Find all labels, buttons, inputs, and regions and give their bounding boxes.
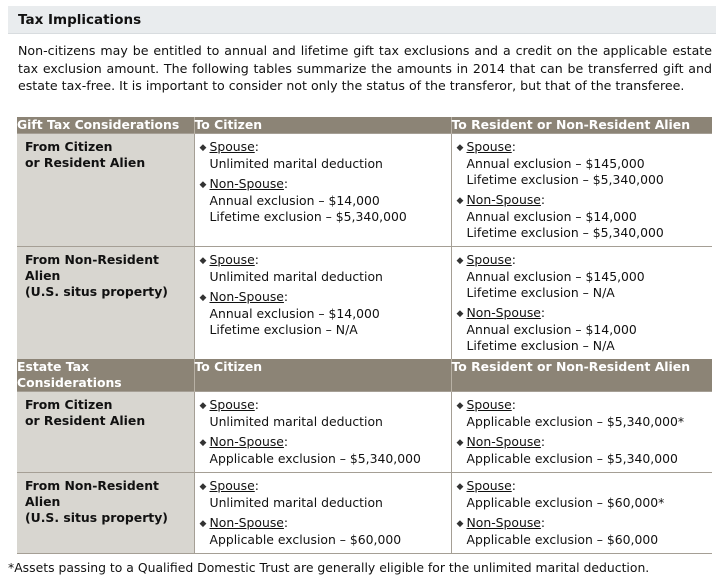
- exclusion-line: Applicable exclusion – $60,000: [209, 532, 402, 547]
- row-label-line: or Resident Alien: [25, 413, 146, 428]
- estate-row-label: [17, 392, 194, 473]
- estate-row: [17, 392, 712, 473]
- recipient-type: Spouse: [466, 478, 512, 493]
- recipient-block: [457, 305, 709, 354]
- diamond-bullet-icon: ◆: [456, 438, 464, 448]
- recipient-type: Non-Spouse: [466, 305, 541, 320]
- recipient-type: Spouse: [466, 252, 512, 267]
- recipient-heading: ◆ Non-Spouse:: [456, 434, 546, 449]
- gift-header-2: To Resident or Non-Resident Alien: [451, 117, 712, 134]
- exclusion-line: Annual exclusion – $145,000: [466, 269, 645, 284]
- recipient-block: [200, 252, 447, 285]
- recipient-type: Spouse: [209, 139, 255, 154]
- recipient-block: [457, 515, 709, 548]
- exclusion-line: Annual exclusion – $14,000: [466, 322, 637, 337]
- recipient-heading: ◆ Non-Spouse:: [199, 176, 289, 191]
- recipient-block: [457, 192, 709, 241]
- recipient-type: Non-Spouse: [466, 515, 541, 530]
- diamond-bullet-icon: ◆: [199, 482, 207, 492]
- tax-table: [17, 117, 712, 554]
- recipient-block: [200, 139, 447, 172]
- gift-header-0: Gift Tax Considerations: [17, 117, 194, 134]
- diamond-bullet-icon: ◆: [456, 143, 464, 153]
- exclusion-line: Applicable exclusion – $5,340,000: [209, 451, 421, 466]
- exclusion-line: Lifetime exclusion – $5,340,000: [209, 209, 407, 224]
- exclusion-line: Lifetime exclusion – $5,340,000: [466, 225, 664, 240]
- exclusion-line: Unlimited marital deduction: [209, 414, 383, 429]
- gift-row-label: [17, 134, 194, 247]
- estate-to-alien-cell: [451, 392, 712, 473]
- exclusion-line: Lifetime exclusion – N/A: [466, 338, 615, 353]
- section-header: [8, 6, 716, 34]
- diamond-bullet-icon: ◆: [456, 519, 464, 529]
- exclusion-line: Annual exclusion – $145,000: [466, 156, 645, 171]
- estate-row-label: [17, 473, 194, 554]
- gift-to-citizen-cell: [194, 134, 451, 247]
- diamond-bullet-icon: ◆: [456, 309, 464, 319]
- gift-to-alien-cell: [451, 247, 712, 360]
- row-label-line: From Citizen: [25, 139, 113, 154]
- recipient-block: [200, 176, 447, 225]
- recipient-block: [457, 397, 709, 430]
- recipient-type: Non-Spouse: [209, 176, 284, 191]
- recipient-heading: ◆ Spouse:: [199, 397, 259, 412]
- gift-row-label: [17, 247, 194, 360]
- gift-to-citizen-cell: [194, 247, 451, 360]
- row-label-line: or Resident Alien: [25, 155, 146, 170]
- estate-to-citizen-cell: [194, 473, 451, 554]
- recipient-block: [457, 478, 709, 511]
- recipient-heading: ◆ Non-Spouse:: [456, 515, 546, 530]
- exclusion-line: Annual exclusion – $14,000: [466, 209, 637, 224]
- gift-header-row: [17, 117, 712, 134]
- recipient-type: Non-Spouse: [466, 192, 541, 207]
- estate-to-alien-cell: [451, 473, 712, 554]
- gift-row: [17, 247, 712, 360]
- recipient-heading: ◆ Non-Spouse:: [456, 305, 546, 320]
- estate-to-citizen-cell: [194, 392, 451, 473]
- gift-to-alien-cell: [451, 134, 712, 247]
- recipient-heading: ◆ Spouse:: [456, 478, 516, 493]
- row-label-line: Alien: [25, 268, 61, 283]
- diamond-bullet-icon: ◆: [199, 143, 207, 153]
- recipient-heading: ◆ Spouse:: [456, 252, 516, 267]
- estate-header-2: To Resident or Non-Resident Alien: [451, 359, 712, 392]
- gift-row: [17, 134, 712, 247]
- exclusion-line: Annual exclusion – $14,000: [209, 306, 380, 321]
- recipient-block: [457, 434, 709, 467]
- estate-header-0: Estate Tax Considerations: [17, 359, 194, 392]
- exclusion-line: Applicable exclusion – $5,340,000*: [466, 414, 685, 429]
- exclusion-line: Annual exclusion – $14,000: [209, 193, 380, 208]
- recipient-type: Non-Spouse: [209, 289, 284, 304]
- estate-header-1: To Citizen: [194, 359, 451, 392]
- exclusion-line: Applicable exclusion – $60,000: [466, 532, 659, 547]
- diamond-bullet-icon: ◆: [456, 256, 464, 266]
- gift-header-1: To Citizen: [194, 117, 451, 134]
- exclusion-line: Lifetime exclusion – $5,340,000: [466, 172, 664, 187]
- exclusion-line: Applicable exclusion – $60,000*: [466, 495, 665, 510]
- intro-paragraph: Non-citizens may be entitled to annual and lifetime gift tax exclusions and a credit on the applicable estate tax exclusion amount. The following tables summarize the amounts in 2014 that can be transferred gift and estate tax-free. It is important to consider not only the status of the transferor, but that of the transferee.: [18, 43, 712, 93]
- exclusion-line: Lifetime exclusion – N/A: [466, 285, 615, 300]
- tax-table-body: [17, 117, 712, 554]
- exclusion-line: Unlimited marital deduction: [209, 269, 383, 284]
- diamond-bullet-icon: ◆: [456, 482, 464, 492]
- recipient-heading: ◆ Spouse:: [456, 397, 516, 412]
- recipient-block: [200, 478, 447, 511]
- recipient-heading: ◆ Spouse:: [199, 478, 259, 493]
- recipient-heading: ◆ Spouse:: [199, 252, 259, 267]
- diamond-bullet-icon: ◆: [199, 519, 207, 529]
- diamond-bullet-icon: ◆: [456, 401, 464, 411]
- recipient-block: [200, 289, 447, 338]
- recipient-block: [200, 434, 447, 467]
- recipient-block: [457, 252, 709, 301]
- diamond-bullet-icon: ◆: [199, 438, 207, 448]
- row-label-line: From Non-Resident: [25, 252, 159, 267]
- diamond-bullet-icon: ◆: [199, 180, 207, 190]
- recipient-type: Spouse: [209, 397, 255, 412]
- recipient-heading: ◆ Spouse:: [456, 139, 516, 154]
- recipient-block: [457, 139, 709, 188]
- recipient-heading: ◆ Non-Spouse:: [199, 515, 289, 530]
- diamond-bullet-icon: ◆: [199, 293, 207, 303]
- exclusion-line: Lifetime exclusion – N/A: [209, 322, 358, 337]
- recipient-type: Spouse: [466, 397, 512, 412]
- estate-header-row: [17, 359, 712, 392]
- exclusion-line: Unlimited marital deduction: [209, 156, 383, 171]
- recipient-type: Non-Spouse: [209, 434, 284, 449]
- recipient-type: Spouse: [209, 252, 255, 267]
- recipient-type: Spouse: [466, 139, 512, 154]
- row-label-line: (U.S. situs property): [25, 284, 168, 299]
- recipient-type: Spouse: [209, 478, 255, 493]
- section-title: Tax Implications: [18, 12, 142, 28]
- diamond-bullet-icon: ◆: [456, 196, 464, 206]
- recipient-type: Non-Spouse: [209, 515, 284, 530]
- exclusion-line: Applicable exclusion – $5,340,000: [466, 451, 678, 466]
- recipient-heading: ◆ Non-Spouse:: [456, 192, 546, 207]
- footnote: *Assets passing to a Qualified Domestic Trust are generally eligible for the unlimited marital deduction.: [8, 560, 650, 575]
- diamond-bullet-icon: ◆: [199, 256, 207, 266]
- estate-row: [17, 473, 712, 554]
- row-label-line: Alien: [25, 494, 61, 509]
- recipient-heading: ◆ Non-Spouse:: [199, 434, 289, 449]
- recipient-heading: ◆ Spouse:: [199, 139, 259, 154]
- exclusion-line: Unlimited marital deduction: [209, 495, 383, 510]
- row-label-line: From Non-Resident: [25, 478, 159, 493]
- row-label-line: From Citizen: [25, 397, 113, 412]
- diamond-bullet-icon: ◆: [199, 401, 207, 411]
- recipient-block: [200, 397, 447, 430]
- row-label-line: (U.S. situs property): [25, 510, 168, 525]
- recipient-type: Non-Spouse: [466, 434, 541, 449]
- recipient-block: [200, 515, 447, 548]
- recipient-heading: ◆ Non-Spouse:: [199, 289, 289, 304]
